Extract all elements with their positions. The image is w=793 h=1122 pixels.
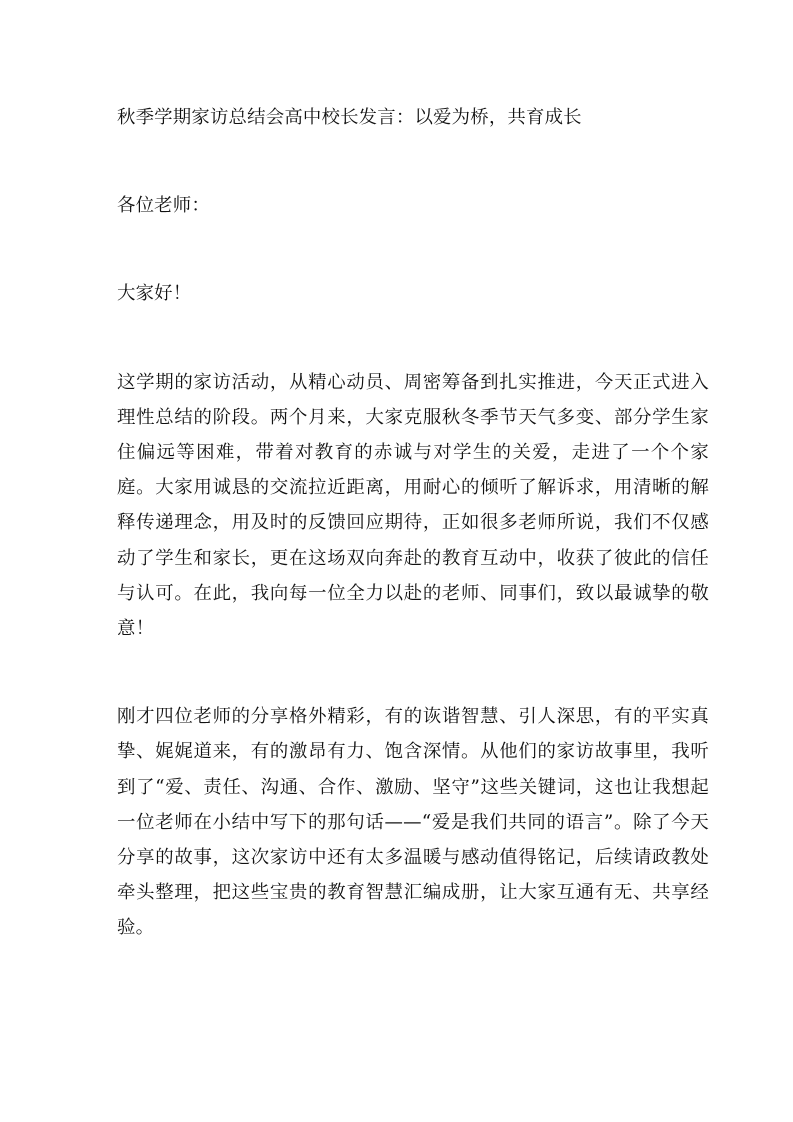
salutation: 各位老师：	[117, 195, 210, 217]
greeting: 大家好！	[117, 283, 192, 305]
document-title: 秋季学期家访总结会高中校长发言：以爱为桥，共育成长	[117, 107, 582, 128]
document-page	[117, 100, 709, 999]
paragraph-2: 刚才四位老师的分享格外精彩，有的诙谐智慧、引人深思，有的平实真挚、娓娓道来，有的激昂有力、饱含深情。从他们的家访故事里，我听到了“爱、责任、沟通、合作、激励、坚守”这些关键词，这也让我想起一位老师在小结中写下的那句话——“爱是我们共同的语言”。除了今天分享的故事，这次家访中还有太多温暖与感动值得铭记，后续请政教处牵头整理，把这些宝贵的教育智慧汇编成册，让大家互通有无、共享经验。	[117, 706, 709, 939]
paragraph-1: 这学期的家访活动，从精心动员、周密筹备到扎实推进，今天正式进入理性总结的阶段。两个月来，大家克服秋冬季节天气多变、部分学生家住偏远等困难，带着对教育的赤诚与对学生的关爱，走进了一个个家庭。大家用诚恳的交流拉近距离，用耐心的倾听了解诉求，用清晰的解释传递理念，用及时的反馈回应期待，正如很多老师所说，我们不仅感动了学生和家长，更在这场双向奔赴的教育互动中，收获了彼此的信任与认可。在此，我向每一位全力以赴的老师、同事们，致以最诚挚的敬意！	[117, 371, 709, 640]
